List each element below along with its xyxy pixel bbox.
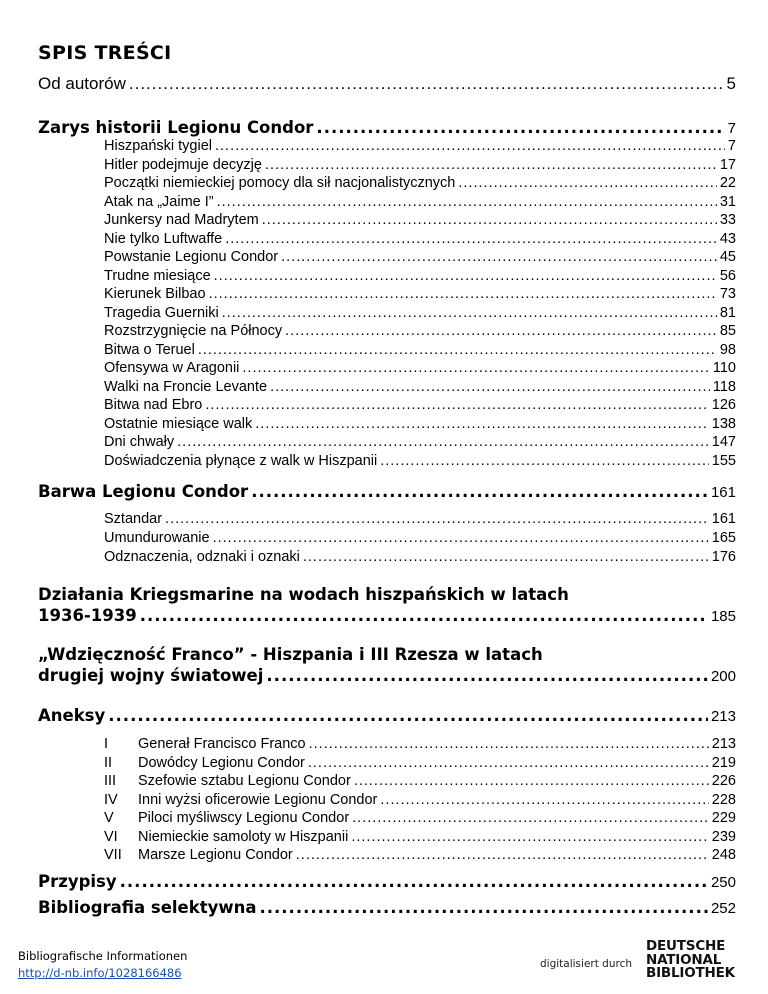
dot-leader [251, 482, 708, 501]
entry-number: I [104, 736, 109, 752]
entry-label: Tragedia Guerniki [104, 304, 219, 321]
entry-label [104, 773, 351, 789]
dnb-link[interactable]: http://d-nb.info/1028166486 [18, 966, 182, 980]
entry-label [104, 792, 377, 808]
toc-subentry [104, 549, 736, 565]
entry-page: 213 [711, 736, 736, 752]
dot-leader [214, 268, 717, 284]
toc-entry-przypisy [38, 872, 736, 891]
entry-title: Marsze Legionu Condor [138, 847, 293, 863]
entry-label: Odznaczenia, odznaki i oznaki [104, 549, 300, 565]
entry-number: VII [104, 847, 122, 863]
toc-subentry [104, 249, 736, 265]
entry-page: 138 [711, 415, 736, 432]
entry-page: 118 [712, 378, 736, 395]
dot-leader [205, 397, 708, 413]
dot-leader [108, 706, 708, 725]
toc-annex-entry [104, 810, 736, 826]
entry-page: 22 [719, 175, 736, 191]
entry-label: Przypisy [38, 872, 117, 891]
toc-annex-entry [104, 829, 736, 845]
dot-leader [222, 305, 717, 321]
dot-leader [120, 872, 708, 891]
dot-leader [303, 549, 709, 565]
toc-subentry [104, 231, 736, 247]
dot-leader [242, 360, 709, 376]
entry-number: V [104, 810, 114, 826]
entry-title: Piloci myśliwscy Legionu Condor [138, 810, 350, 826]
entry-label: 1936-1939 [38, 606, 137, 625]
bibliographic-info [18, 948, 187, 982]
dot-leader [217, 194, 717, 210]
digitalized-by-label: digitalisiert durch [540, 958, 633, 970]
toc-subentry [104, 138, 736, 154]
entry-number: IV [104, 791, 118, 808]
entry-page: 165 [711, 530, 736, 546]
entry-label [104, 847, 293, 863]
toc-subentry [104, 434, 736, 450]
toc-entry-aneksy [38, 706, 736, 725]
entry-page: 239 [711, 828, 736, 845]
entry-label: Powstanie Legionu Condor [104, 249, 279, 265]
entry-page: 56 [719, 267, 736, 284]
entry-page: 185 [710, 608, 736, 625]
dot-leader [209, 286, 717, 302]
entry-page: 45 [719, 249, 736, 265]
toc-entry-od-autorow [38, 74, 736, 94]
dot-leader [266, 666, 708, 685]
dot-leader [265, 157, 717, 173]
entry-label: Bitwa o Teruel [104, 341, 195, 358]
dnb-logo-line: NATIONAL [646, 951, 722, 968]
entry-label: drugiej wojny światowej [38, 666, 264, 685]
toc-subentry [104, 530, 736, 546]
toc-annex-entry [104, 736, 736, 752]
entry-page: 176 [711, 549, 736, 565]
entry-number: III [104, 773, 117, 789]
entry-title: Niemieckie samoloty w Hiszpanii [138, 828, 349, 845]
entry-label [104, 829, 348, 845]
entry-label: Doświadczenia płynące z walk w Hiszpanii [104, 452, 378, 469]
entry-number: II [104, 754, 113, 771]
toc-title: SPIS TREŚCI [38, 42, 172, 64]
entry-page: 147 [711, 434, 736, 450]
toc-entry-wdziecznosc-line1: „Wdzięczność Franco” - Hiszpania i III Rzesza w latach [38, 645, 543, 664]
toc-subentry [104, 175, 736, 191]
toc-subentry [104, 194, 736, 210]
dot-leader [458, 175, 716, 191]
entry-label: Ofensywa w Aragonii [104, 360, 240, 376]
entry-page: 126 [711, 397, 736, 413]
entry-label: Nie tylko Luftwaffe [104, 230, 223, 247]
entry-label [104, 810, 349, 826]
dot-leader [213, 530, 709, 546]
toc-entry-zarys [38, 118, 736, 137]
entry-label: Dni chwały [104, 434, 175, 450]
entry-label: Walki na Froncie Levante [104, 378, 268, 395]
entry-label: Od autorów [38, 74, 126, 93]
toc-annex-entry [104, 792, 736, 808]
entry-label: Trudne miesiące [104, 267, 211, 284]
toc-subentry [104, 453, 736, 469]
dot-leader [198, 342, 717, 358]
toc-entry-bibliografia [38, 898, 736, 917]
entry-label: Hiszpański tygiel [104, 138, 212, 154]
dot-leader [262, 212, 717, 228]
toc-subentry [104, 286, 736, 302]
dot-leader [215, 138, 725, 154]
entry-page: 213 [710, 708, 736, 725]
dot-leader [225, 231, 717, 247]
dot-leader [309, 736, 709, 752]
entry-page: 31 [719, 193, 736, 210]
entry-label: Aneksy [38, 706, 106, 725]
toc-subentry [104, 323, 736, 339]
entry-page: 161 [711, 511, 736, 527]
entry-page: 5 [726, 74, 736, 93]
toc-entry-kriegsmarine-line1: Działania Kriegsmarine na wodach hiszpańskich w latach [38, 585, 569, 604]
entry-page: 17 [719, 156, 736, 173]
entry-label [104, 755, 305, 771]
toc-subentry [104, 268, 736, 284]
toc-subentry [104, 511, 736, 527]
dot-leader [177, 434, 709, 450]
entry-page: 252 [710, 900, 736, 917]
dot-leader [259, 898, 707, 917]
entry-title: Dowódcy Legionu Condor [138, 754, 305, 771]
entry-page: 248 [711, 847, 736, 863]
entry-label: Barwa Legionu Condor [38, 482, 249, 501]
entry-page: 228 [711, 791, 736, 808]
entry-title: Inni wyżsi oficerowie Legionu Condor [138, 791, 378, 808]
toc-subentry [104, 305, 736, 321]
dot-leader [140, 606, 708, 625]
entry-page: 161 [710, 484, 736, 501]
entry-label: Junkersy nad Madrytem [104, 212, 259, 228]
entry-page: 33 [719, 212, 736, 228]
entry-page: 155 [711, 452, 736, 469]
entry-label: Kierunek Bilbao [104, 286, 206, 302]
toc-subentry [104, 416, 736, 432]
entry-page: 43 [719, 230, 736, 247]
entry-page: 226 [711, 773, 736, 789]
entry-page: 85 [719, 323, 736, 339]
toc-subentry [104, 342, 736, 358]
dot-leader [308, 755, 709, 771]
entry-label: Rozstrzygnięcie na Północy [104, 323, 283, 339]
toc-annex-entry [104, 773, 736, 789]
entry-page: 98 [719, 341, 736, 358]
entry-label: Atak na „Jaime I” [104, 193, 214, 210]
dot-leader [316, 118, 724, 137]
entry-number: VI [104, 828, 118, 845]
entry-page: 110 [712, 360, 736, 376]
dot-leader [380, 453, 709, 469]
entry-page: 229 [711, 810, 736, 826]
entry-label: Sztandar [104, 511, 163, 527]
dot-leader [351, 829, 708, 845]
toc-subentry [104, 212, 736, 228]
dnb-logo [646, 940, 758, 982]
dot-leader [281, 249, 717, 265]
dnb-logo-line: DEUTSCHE [646, 938, 726, 954]
bibliographic-info-label: Bibliografische Informationen [18, 949, 188, 963]
toc-subentry [104, 379, 736, 395]
entry-label: Bibliografia selektywna [38, 898, 257, 917]
dot-leader [296, 847, 709, 863]
dot-leader [354, 773, 709, 789]
toc-subentry [104, 397, 736, 413]
entry-label: Bitwa nad Ebro [104, 397, 203, 413]
entry-label: Ostatnie miesiące walk [104, 415, 253, 432]
dot-leader [270, 379, 710, 395]
entry-label: Zarys historii Legionu Condor [38, 118, 314, 137]
toc-entry-wdziecznosc [38, 666, 736, 685]
entry-page: 219 [711, 754, 736, 771]
entry-label: Początki niemieckiej pomocy dla sił nacjonalistycznych [104, 175, 456, 191]
toc-subentry [104, 157, 736, 173]
entry-page: 73 [719, 286, 736, 302]
dot-leader [285, 323, 717, 339]
toc-subentry [104, 360, 736, 376]
entry-label: Umundurowanie [104, 530, 210, 546]
toc-annex-entry [104, 755, 736, 771]
entry-page: 200 [710, 668, 736, 685]
entry-page: 7 [727, 120, 736, 137]
entry-title: Generał Francisco Franco [138, 736, 306, 752]
entry-page: 250 [710, 874, 736, 891]
entry-label [104, 736, 306, 752]
dnb-logo-line: BIBLIOTHEK [646, 965, 735, 981]
dot-leader [129, 74, 724, 94]
toc-entry-kriegsmarine [38, 606, 736, 625]
dot-leader [380, 792, 708, 808]
entry-page: 81 [719, 304, 736, 321]
dot-leader [352, 810, 709, 826]
toc-entry-barwa [38, 482, 736, 501]
entry-label: Hitler podejmuje decyzję [104, 156, 262, 173]
entry-title: Szefowie sztabu Legionu Condor [138, 773, 351, 789]
dot-leader [255, 416, 709, 432]
dot-leader [165, 511, 709, 527]
toc-annex-entry [104, 847, 736, 863]
entry-page: 7 [727, 138, 736, 154]
